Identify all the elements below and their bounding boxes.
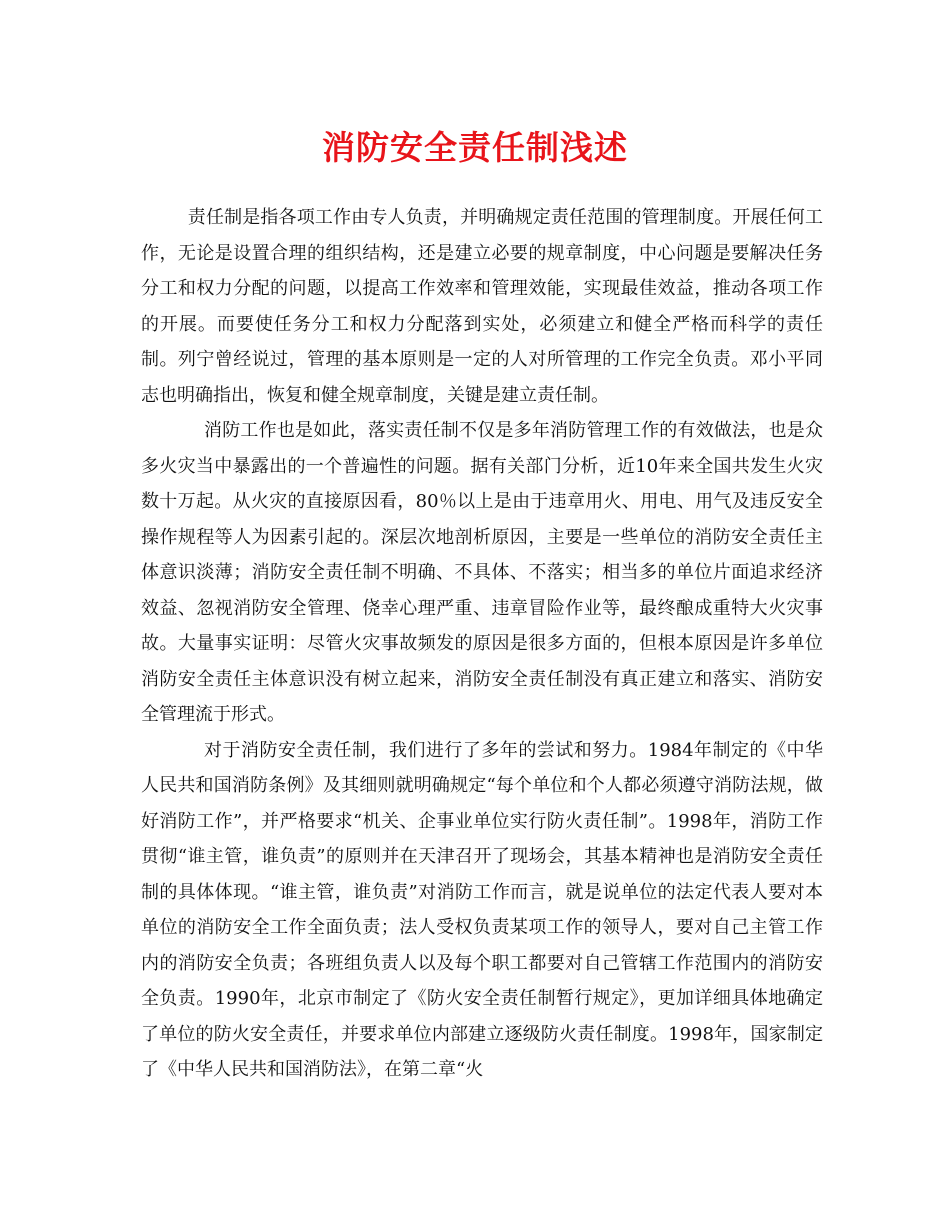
paragraph-history-of-responsibility-system: 对于消防安全责任制，我们进行了多年的尝试和努力。1984年制定的《中华人民共和国消防条例》及其细则就明确规定“每个单位和个人都必须遵守消防法规，做好消防工作”，并严格要求“机关、企事业单位实行防火责任制”。1998年，消防工作贯彻“谁主管，谁负责”的原则并在天津召开了现场会，其基本精神也是消防安全责任制的具体体现。“谁主管，谁负责”对消防工作而言，就是说单位的法定代表人要对本单位的消防安全工作全面负责；法人受权负责某项工作的领导人，要对自己主管工作内的消防安全负责；各班组负责人以及每个职工都要对自己管辖工作范围内的消防安全负责。1990年，北京市制定了《防火安全责任制暂行规定》，更加详细具体地确定了单位的防火安全责任，并要求单位内部建立逐级防火责任制度。1998年，国家制定了《中华人民共和国消防法》，在第二章“火 xyxy=(141,739,823,1080)
document-title: 消防安全责任制浅述 xyxy=(322,128,628,167)
document-body xyxy=(141,200,823,1088)
paragraph-responsibility-definition: 责任制是指各项工作由专人负责，并明确规定责任范围的管理制度。开展任何工作，无论是设置合理的组织结构，还是建立必要的规章制度，中心问题是要解决任务分工和权力分配的问题，以提高工作效率和管理效能，实现最佳效益，推动各项工作的开展。而要使任务分工和权力分配落到实处，必须建立和健全严格而科学的责任制。列宁曾经说过，管理的基本原则是一定的人对所管理的工作完全负责。邓小平同志也明确指出，恢复和健全规章制度，关键是建立责任制。 xyxy=(141,207,823,406)
paragraph-fire-work-causes: 消防工作也是如此，落实责任制不仅是多年消防管理工作的有效做法，也是众多火灾当中暴露出的一个普遍性的问题。据有关部门分析，近10年来全国共发生火灾数十万起。从火灾的直接原因看，80％以上是由于违章用火、用电、用气及违反安全操作规程等人为因素引起的。深层次地剖析原因，主要是一些单位的消防安全责任主体意识淡薄；消防安全责任制不明确、不具体、不落实；相当多的单位片面追求经济效益、忽视消防安全管理、侥幸心理严重、违章冒险作业等，最终酿成重特大火灾事故。大量事实证明：尽管火灾事故频发的原因是很多方面的，但根本原因是许多单位消防安全责任主体意识没有树立起来，消防安全责任制没有真正建立和落实、消防安全管理流于形式。 xyxy=(141,420,823,725)
